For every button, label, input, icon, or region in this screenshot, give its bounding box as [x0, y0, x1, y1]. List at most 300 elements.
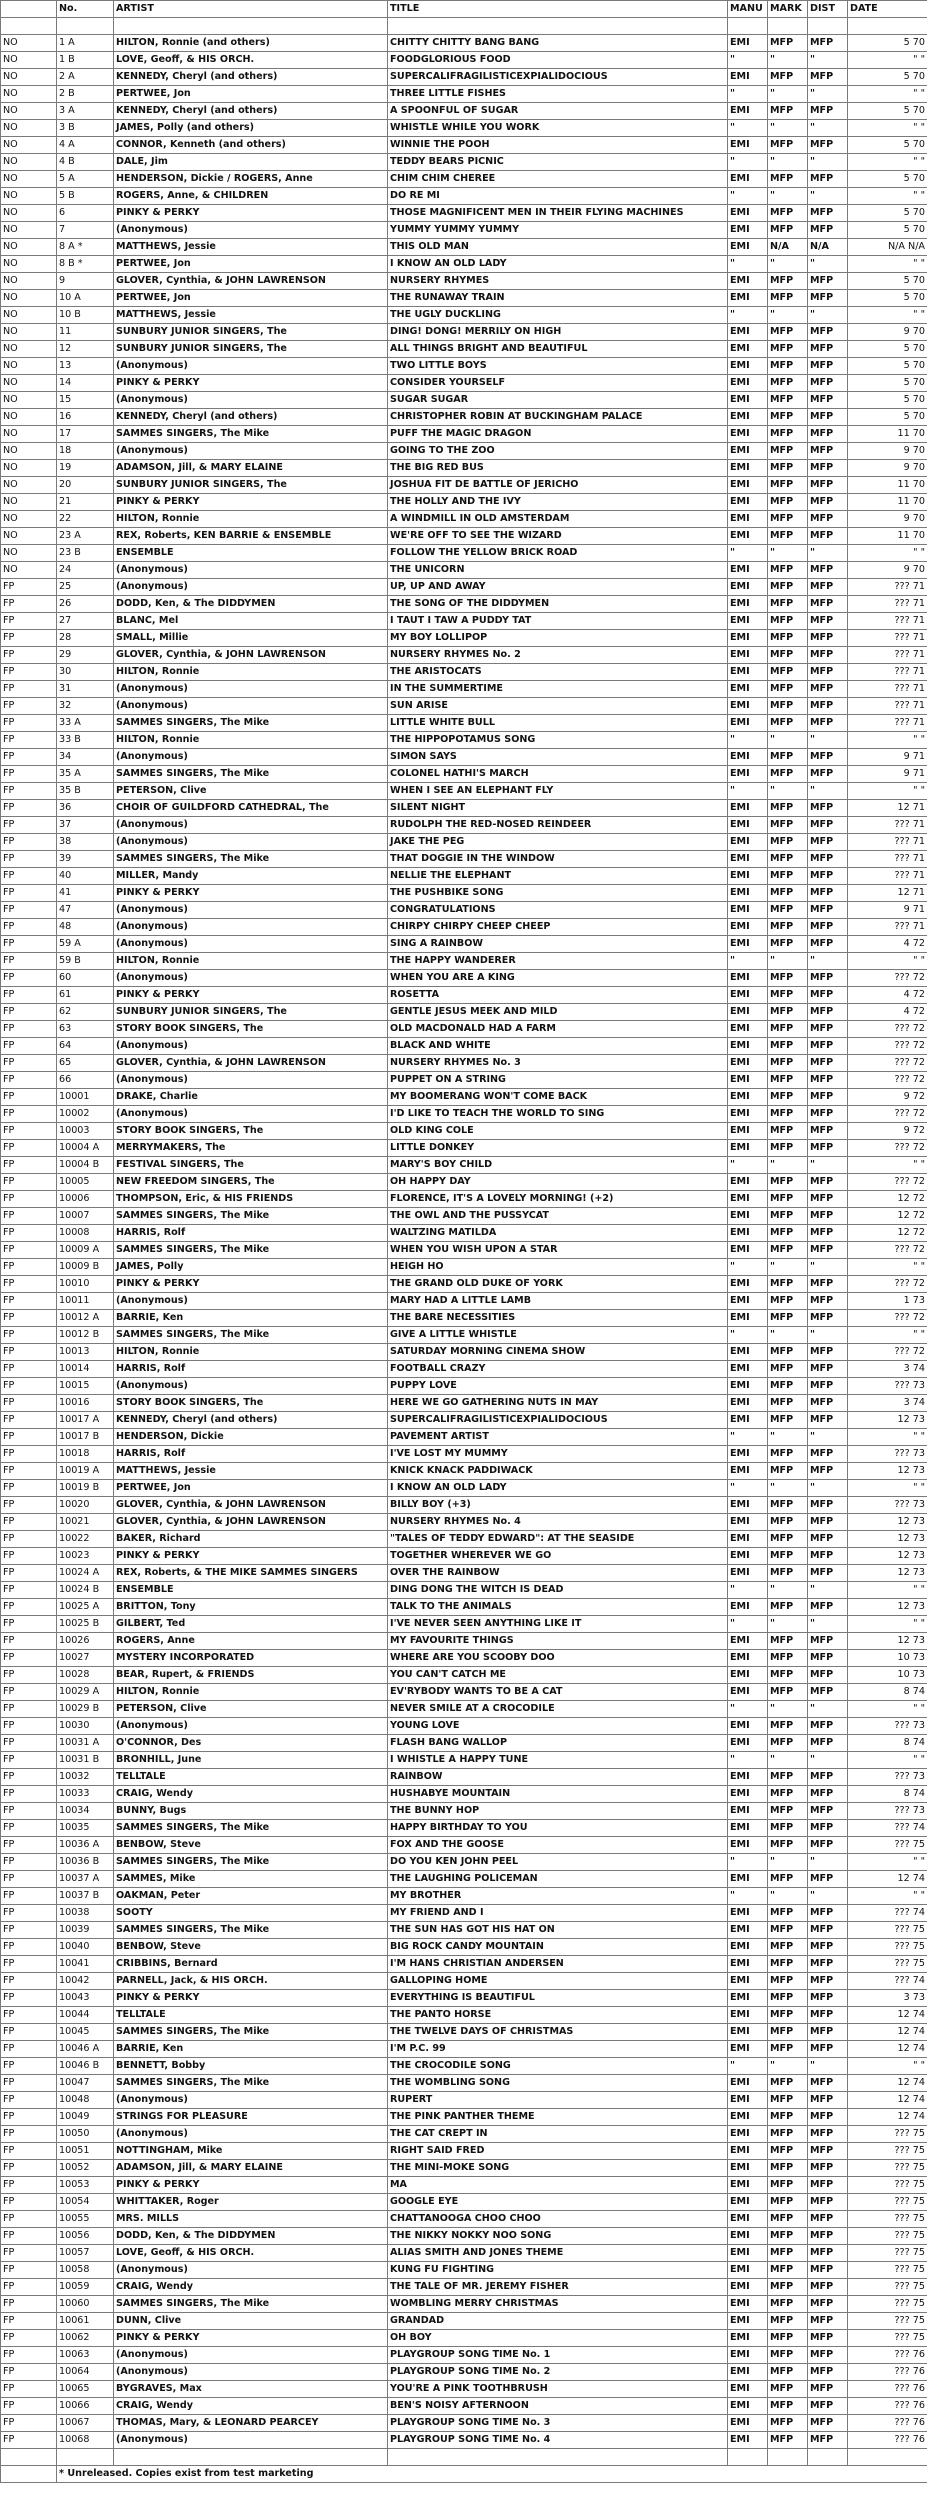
cell-manu: EMI: [728, 341, 768, 358]
cell-manu: EMI: [728, 1225, 768, 1242]
cell-dist: MFP: [808, 817, 848, 834]
cell-artist: (Anonymous): [114, 2432, 388, 2449]
cell-title: SATURDAY MORNING CINEMA SHOW: [388, 1344, 728, 1361]
cell-dist: MFP: [808, 2194, 848, 2211]
cell-no: 10068: [57, 2432, 114, 2449]
cell-date: 4 72: [848, 1004, 927, 1021]
cell-date: ??? 72: [848, 1072, 927, 1089]
cell-dist: MFP: [808, 1310, 848, 1327]
cell-status: FP: [1, 1089, 57, 1106]
cell-title: OH HAPPY DAY: [388, 1174, 728, 1191]
cell-manu: ": [728, 1701, 768, 1718]
cell-mark: MFP: [768, 834, 808, 851]
cell-title: PLAYGROUP SONG TIME No. 1: [388, 2347, 728, 2364]
cell-artist: JAMES, Polly: [114, 1259, 388, 1276]
cell-date: 12 74: [848, 2075, 927, 2092]
cell-mark: MFP: [768, 494, 808, 511]
cell-dist: MFP: [808, 1769, 848, 1786]
cell-mark: MFP: [768, 477, 808, 494]
cell-manu: EMI: [728, 1599, 768, 1616]
cell-dist: ": [808, 1480, 848, 1497]
cell-title: RUPERT: [388, 2092, 728, 2109]
cell-no: 48: [57, 919, 114, 936]
cell-dist: MFP: [808, 1684, 848, 1701]
cell-date: " ": [848, 1480, 927, 1497]
table-row: [1, 783, 927, 800]
cell-manu: ": [728, 52, 768, 69]
cell-no: 10008: [57, 1225, 114, 1242]
cell-status: FP: [1, 1990, 57, 2007]
cell-artist: (Anonymous): [114, 834, 388, 851]
cell-title: THREE LITTLE FISHES: [388, 86, 728, 103]
cell-mark: MFP: [768, 664, 808, 681]
cell-title: SUGAR SUGAR: [388, 392, 728, 409]
cell-mark: MFP: [768, 1956, 808, 1973]
cell-date: 12 71: [848, 800, 927, 817]
cell-title: SING A RAINBOW: [388, 936, 728, 953]
cell-artist: PERTWEE, Jon: [114, 290, 388, 307]
cell-no: 10026: [57, 1633, 114, 1650]
cell-mark: MFP: [768, 596, 808, 613]
cell-manu: EMI: [728, 579, 768, 596]
table-row: [1, 188, 927, 205]
cell-date: ??? 71: [848, 817, 927, 834]
cell-manu: ": [728, 1854, 768, 1871]
cell-title: A WINDMILL IN OLD AMSTERDAM: [388, 511, 728, 528]
table-row: [1, 494, 927, 511]
cell-artist: (Anonymous): [114, 443, 388, 460]
cell-artist: (Anonymous): [114, 902, 388, 919]
cell-dist: MFP: [808, 1446, 848, 1463]
table-row: [1, 69, 927, 86]
table-row: [1, 545, 927, 562]
cell-status: FP: [1, 1803, 57, 1820]
cell-date: ??? 71: [848, 681, 927, 698]
cell-date: 12 72: [848, 1208, 927, 1225]
table-row: [1, 1786, 927, 1803]
table-row: [1, 681, 927, 698]
cell-title: I WHISTLE A HAPPY TUNE: [388, 1752, 728, 1769]
cell-no: 4 B: [57, 154, 114, 171]
cell-date: ??? 72: [848, 1038, 927, 1055]
cell-manu: EMI: [728, 749, 768, 766]
cell-date: " ": [848, 154, 927, 171]
cell-title: THE CAT CREPT IN: [388, 2126, 728, 2143]
cell-title: FOX AND THE GOOSE: [388, 1837, 728, 1854]
cell-dist: MFP: [808, 562, 848, 579]
cell-manu: ": [728, 1582, 768, 1599]
cell-no: 10016: [57, 1395, 114, 1412]
cell-status: NO: [1, 528, 57, 545]
cell-mark: ": [768, 1616, 808, 1633]
table-row: [1, 1225, 927, 1242]
cell-dist: MFP: [808, 2432, 848, 2449]
cell-status: FP: [1, 2330, 57, 2347]
table-row: [1, 1123, 927, 1140]
cell-title: HAPPY BIRTHDAY TO YOU: [388, 1820, 728, 1837]
cell-date: " ": [848, 1752, 927, 1769]
cell-status: FP: [1, 1072, 57, 1089]
table-row: [1, 2364, 927, 2381]
cell-dist: ": [808, 256, 848, 273]
cell-no: 3 B: [57, 120, 114, 137]
cell-status: FP: [1, 2041, 57, 2058]
cell-status: FP: [1, 1531, 57, 1548]
cell-date: ??? 75: [848, 2160, 927, 2177]
cell-status: FP: [1, 1055, 57, 1072]
table-row: [1, 1650, 927, 1667]
cell-artist: HENDERSON, Dickie / ROGERS, Anne: [114, 171, 388, 188]
cell-no: 10042: [57, 1973, 114, 1990]
cell-mark: MFP: [768, 1344, 808, 1361]
cell-manu: ": [728, 2058, 768, 2075]
cell-mark: ": [768, 307, 808, 324]
cell-manu: EMI: [728, 1174, 768, 1191]
cell-artist: PETERSON, Clive: [114, 783, 388, 800]
table-row: [1, 1973, 927, 1990]
cell-manu: ": [728, 953, 768, 970]
cell-dist: ": [808, 1701, 848, 1718]
table-row: [1, 1922, 927, 1939]
cell-dist: MFP: [808, 1106, 848, 1123]
cell-date: " ": [848, 307, 927, 324]
cell-dist: MFP: [808, 375, 848, 392]
cell-artist: GLOVER, Cynthia, & JOHN LAWRENSON: [114, 1055, 388, 1072]
cell-title: KNICK KNACK PADDIWACK: [388, 1463, 728, 1480]
cell-manu: EMI: [728, 2347, 768, 2364]
cell-dist: MFP: [808, 749, 848, 766]
cell-artist: OAKMAN, Peter: [114, 1888, 388, 1905]
cell-dist: MFP: [808, 698, 848, 715]
cell-mark: MFP: [768, 1667, 808, 1684]
cell-title: THE UNICORN: [388, 562, 728, 579]
cell-no: 32: [57, 698, 114, 715]
table-row: [1, 1837, 927, 1854]
cell-no: 10024 B: [57, 1582, 114, 1599]
cell-artist: HENDERSON, Dickie: [114, 1429, 388, 1446]
cell-no: 10040: [57, 1939, 114, 1956]
cell-date: ??? 71: [848, 647, 927, 664]
cell-mark: MFP: [768, 936, 808, 953]
cell-date: ??? 75: [848, 1837, 927, 1854]
table-row: [1, 1463, 927, 1480]
cell-artist: (Anonymous): [114, 1718, 388, 1735]
cell-manu: EMI: [728, 1021, 768, 1038]
cell-date: 4 72: [848, 987, 927, 1004]
table-row: [1, 103, 927, 120]
cell-no: 3 A: [57, 103, 114, 120]
cell-date: 8 74: [848, 1684, 927, 1701]
cell-no: 66: [57, 1072, 114, 1089]
table-row: [1, 1854, 927, 1871]
cell-title: MY FRIEND AND I: [388, 1905, 728, 1922]
cell-date: ??? 75: [848, 2296, 927, 2313]
cell-artist: (Anonymous): [114, 749, 388, 766]
cell-no: 10036 A: [57, 1837, 114, 1854]
cell-mark: MFP: [768, 1106, 808, 1123]
table-row: [1, 1633, 927, 1650]
cell-no: 39: [57, 851, 114, 868]
cell-status: NO: [1, 222, 57, 239]
cell-dist: ": [808, 2058, 848, 2075]
cell-title: JOSHUA FIT DE BATTLE OF JERICHO: [388, 477, 728, 494]
cell-status: FP: [1, 596, 57, 613]
cell-manu: EMI: [728, 834, 768, 851]
table-row: [1, 290, 927, 307]
cell-mark: ": [768, 545, 808, 562]
cell-title: A SPOONFUL OF SUGAR: [388, 103, 728, 120]
cell-status: FP: [1, 715, 57, 732]
cell-dist: MFP: [808, 409, 848, 426]
cell-artist: LOVE, Geoff, & HIS ORCH.: [114, 52, 388, 69]
cell-manu: EMI: [728, 885, 768, 902]
cell-no: 10 A: [57, 290, 114, 307]
cell-date: 12 74: [848, 1871, 927, 1888]
cell-mark: MFP: [768, 2092, 808, 2109]
cell-no: 10025 B: [57, 1616, 114, 1633]
cell-artist: BAKER, Richard: [114, 1531, 388, 1548]
cell-no: 11: [57, 324, 114, 341]
cell-date: ??? 75: [848, 2194, 927, 2211]
cell-mark: MFP: [768, 1123, 808, 1140]
cell-mark: MFP: [768, 2347, 808, 2364]
cell-dist: MFP: [808, 987, 848, 1004]
cell-title: WHERE ARE YOU SCOOBY DOO: [388, 1650, 728, 1667]
cell-status: FP: [1, 817, 57, 834]
cell-mark: MFP: [768, 1463, 808, 1480]
cell-artist: STRINGS FOR PLEASURE: [114, 2109, 388, 2126]
table-row: [1, 2245, 927, 2262]
cell-artist: ENSEMBLE: [114, 545, 388, 562]
cell-no: 16: [57, 409, 114, 426]
cell-title: THE MINI-MOKE SONG: [388, 2160, 728, 2177]
cell-no: 41: [57, 885, 114, 902]
cell-dist: [808, 18, 848, 35]
cell-title: I KNOW AN OLD LADY: [388, 256, 728, 273]
cell-status: FP: [1, 1140, 57, 1157]
cell-manu: ": [728, 1157, 768, 1174]
cell-artist: CHOIR OF GUILDFORD CATHEDRAL, The: [114, 800, 388, 817]
cell-no: 10057: [57, 2245, 114, 2262]
table-row: [1, 239, 927, 256]
cell-artist: NOTTINGHAM, Mike: [114, 2143, 388, 2160]
cell-manu: EMI: [728, 1276, 768, 1293]
cell-dist: MFP: [808, 1004, 848, 1021]
cell-mark: MFP: [768, 800, 808, 817]
cell-dist: ": [808, 783, 848, 800]
cell-title: I TAUT I TAW A PUDDY TAT: [388, 613, 728, 630]
cell-date: ??? 71: [848, 630, 927, 647]
cell-status: FP: [1, 2092, 57, 2109]
table-row: [1, 698, 927, 715]
cell-artist: PETERSON, Clive: [114, 1701, 388, 1718]
cell-status: FP: [1, 1446, 57, 1463]
cell-mark: ": [768, 1480, 808, 1497]
cell-title: FOLLOW THE YELLOW BRICK ROAD: [388, 545, 728, 562]
cell-no: 59 B: [57, 953, 114, 970]
cell-title: WOMBLING MERRY CHRISTMAS: [388, 2296, 728, 2313]
cell-status: FP: [1, 1939, 57, 1956]
cell-date: 9 70: [848, 562, 927, 579]
cell-manu: EMI: [728, 375, 768, 392]
cell-dist: MFP: [808, 1565, 848, 1582]
cell-dist: MFP: [808, 834, 848, 851]
cell-date: 8 74: [848, 1735, 927, 1752]
cell-manu: EMI: [728, 1922, 768, 1939]
cell-no: 10033: [57, 1786, 114, 1803]
cell-date: 4 72: [848, 936, 927, 953]
cell-title: THE LAUGHING POLICEMAN: [388, 1871, 728, 1888]
cell-status: FP: [1, 1514, 57, 1531]
cell-no: [57, 18, 114, 35]
cell-manu: EMI: [728, 1820, 768, 1837]
cell-status: FP: [1, 1497, 57, 1514]
cell-artist: PERTWEE, Jon: [114, 1480, 388, 1497]
table-row: [1, 1701, 927, 1718]
cell-mark: MFP: [768, 1293, 808, 1310]
cell-artist: SAMMES SINGERS, The Mike: [114, 1854, 388, 1871]
cell-dist: MFP: [808, 579, 848, 596]
cell-manu: EMI: [728, 613, 768, 630]
cell-dist: MFP: [808, 1514, 848, 1531]
cell-date: 12 73: [848, 1599, 927, 1616]
cell-no: 19: [57, 460, 114, 477]
footnote-row: [1, 2466, 927, 2483]
cell-no: 10028: [57, 1667, 114, 1684]
cell-date: ??? 75: [848, 2245, 927, 2262]
cell-artist: (Anonymous): [114, 222, 388, 239]
cell-title: LITTLE DONKEY: [388, 1140, 728, 1157]
cell-dist: MFP: [808, 1599, 848, 1616]
cell-date: 12 74: [848, 2024, 927, 2041]
cell-date: ??? 73: [848, 1497, 927, 1514]
cell-date: 5 70: [848, 205, 927, 222]
cell-no: 22: [57, 511, 114, 528]
cell-mark: MFP: [768, 1905, 808, 1922]
table-row: [1, 2415, 927, 2432]
table-row: [1, 137, 927, 154]
cell-dist: MFP: [808, 1718, 848, 1735]
cell-artist: (Anonymous): [114, 1293, 388, 1310]
cell-artist: MATTHEWS, Jessie: [114, 239, 388, 256]
cell-title: RUDOLPH THE RED-NOSED REINDEER: [388, 817, 728, 834]
cell-mark: MFP: [768, 2279, 808, 2296]
cell-status: FP: [1, 1344, 57, 1361]
cell-date: ??? 75: [848, 2313, 927, 2330]
cell-status: FP: [1, 834, 57, 851]
cell-manu: EMI: [728, 273, 768, 290]
cell-manu: EMI: [728, 851, 768, 868]
cell-no: 10009 B: [57, 1259, 114, 1276]
cell-date: 11 70: [848, 528, 927, 545]
cell-status: FP: [1, 2279, 57, 2296]
table-row: [1, 1769, 927, 1786]
cell-manu: EMI: [728, 1055, 768, 1072]
table-row: [1, 2075, 927, 2092]
cell-artist: KENNEDY, Cheryl (and others): [114, 409, 388, 426]
cell-date: 5 70: [848, 358, 927, 375]
cell-manu: EMI: [728, 2109, 768, 2126]
table-row: [1, 1820, 927, 1837]
cell-dist: MFP: [808, 902, 848, 919]
cell-date: ??? 72: [848, 1055, 927, 1072]
cell-no: 14: [57, 375, 114, 392]
cell-mark: MFP: [768, 1225, 808, 1242]
table-row: [1, 1259, 927, 1276]
cell-artist: (Anonymous): [114, 1106, 388, 1123]
cell-status: FP: [1, 1837, 57, 1854]
table-row: [1, 1531, 927, 1548]
cell-artist: (Anonymous): [114, 392, 388, 409]
cell-title: BEN'S NOISY AFTERNOON: [388, 2398, 728, 2415]
table-row: [1, 1446, 927, 1463]
cell-no: 10060: [57, 2296, 114, 2313]
cell-manu: ": [728, 783, 768, 800]
cell-title: YOU'RE A PINK TOOTHBRUSH: [388, 2381, 728, 2398]
cell-no: 10050: [57, 2126, 114, 2143]
cell-dist: MFP: [808, 1820, 848, 1837]
cell-no: 10004 B: [57, 1157, 114, 1174]
cell-dist: ": [808, 953, 848, 970]
cell-no: 10032: [57, 1769, 114, 1786]
table-row: [1, 953, 927, 970]
cell-dist: MFP: [808, 766, 848, 783]
cell-status: NO: [1, 137, 57, 154]
table-row: [1, 409, 927, 426]
cell-no: 10013: [57, 1344, 114, 1361]
cell-dist: MFP: [808, 460, 848, 477]
table-row: [1, 392, 927, 409]
cell-date: " ": [848, 1854, 927, 1871]
table-row: [1, 613, 927, 630]
cell-mark: MFP: [768, 885, 808, 902]
cell-title: BILLY BOY (+3): [388, 1497, 728, 1514]
cell-dist: MFP: [808, 1276, 848, 1293]
cell-dist: MFP: [808, 205, 848, 222]
cell-manu: EMI: [728, 1140, 768, 1157]
cell-manu: EMI: [728, 2092, 768, 2109]
cell-date: 12 71: [848, 885, 927, 902]
cell-dist: MFP: [808, 1191, 848, 1208]
cell-title: YOU CAN'T CATCH ME: [388, 1667, 728, 1684]
cell-manu: EMI: [728, 137, 768, 154]
table-row: [1, 2449, 927, 2466]
cell-no: 20: [57, 477, 114, 494]
cell-status: FP: [1, 1956, 57, 1973]
table-row: [1, 528, 927, 545]
cell-dist: MFP: [808, 1174, 848, 1191]
cell-title: PAVEMENT ARTIST: [388, 1429, 728, 1446]
cell-artist: SAMMES SINGERS, The Mike: [114, 2296, 388, 2313]
cell-status: FP: [1, 1922, 57, 1939]
cell-artist: ROGERS, Anne, & CHILDREN: [114, 188, 388, 205]
cell-no: 10064: [57, 2364, 114, 2381]
table-row: [1, 1599, 927, 1616]
cell-artist: (Anonymous): [114, 358, 388, 375]
cell-dist: MFP: [808, 2024, 848, 2041]
cell-manu: EMI: [728, 868, 768, 885]
cell-manu: EMI: [728, 392, 768, 409]
cell-mark: MFP: [768, 2245, 808, 2262]
cell-no: 35 A: [57, 766, 114, 783]
cell-title: GOING TO THE ZOO: [388, 443, 728, 460]
cell-mark: ": [768, 1259, 808, 1276]
cell-title: THE SONG OF THE DIDDYMEN: [388, 596, 728, 613]
cell-title: I'VE NEVER SEEN ANYTHING LIKE IT: [388, 1616, 728, 1633]
cell-manu: EMI: [728, 715, 768, 732]
table-row: [1, 1072, 927, 1089]
cell-dist: MFP: [808, 1361, 848, 1378]
